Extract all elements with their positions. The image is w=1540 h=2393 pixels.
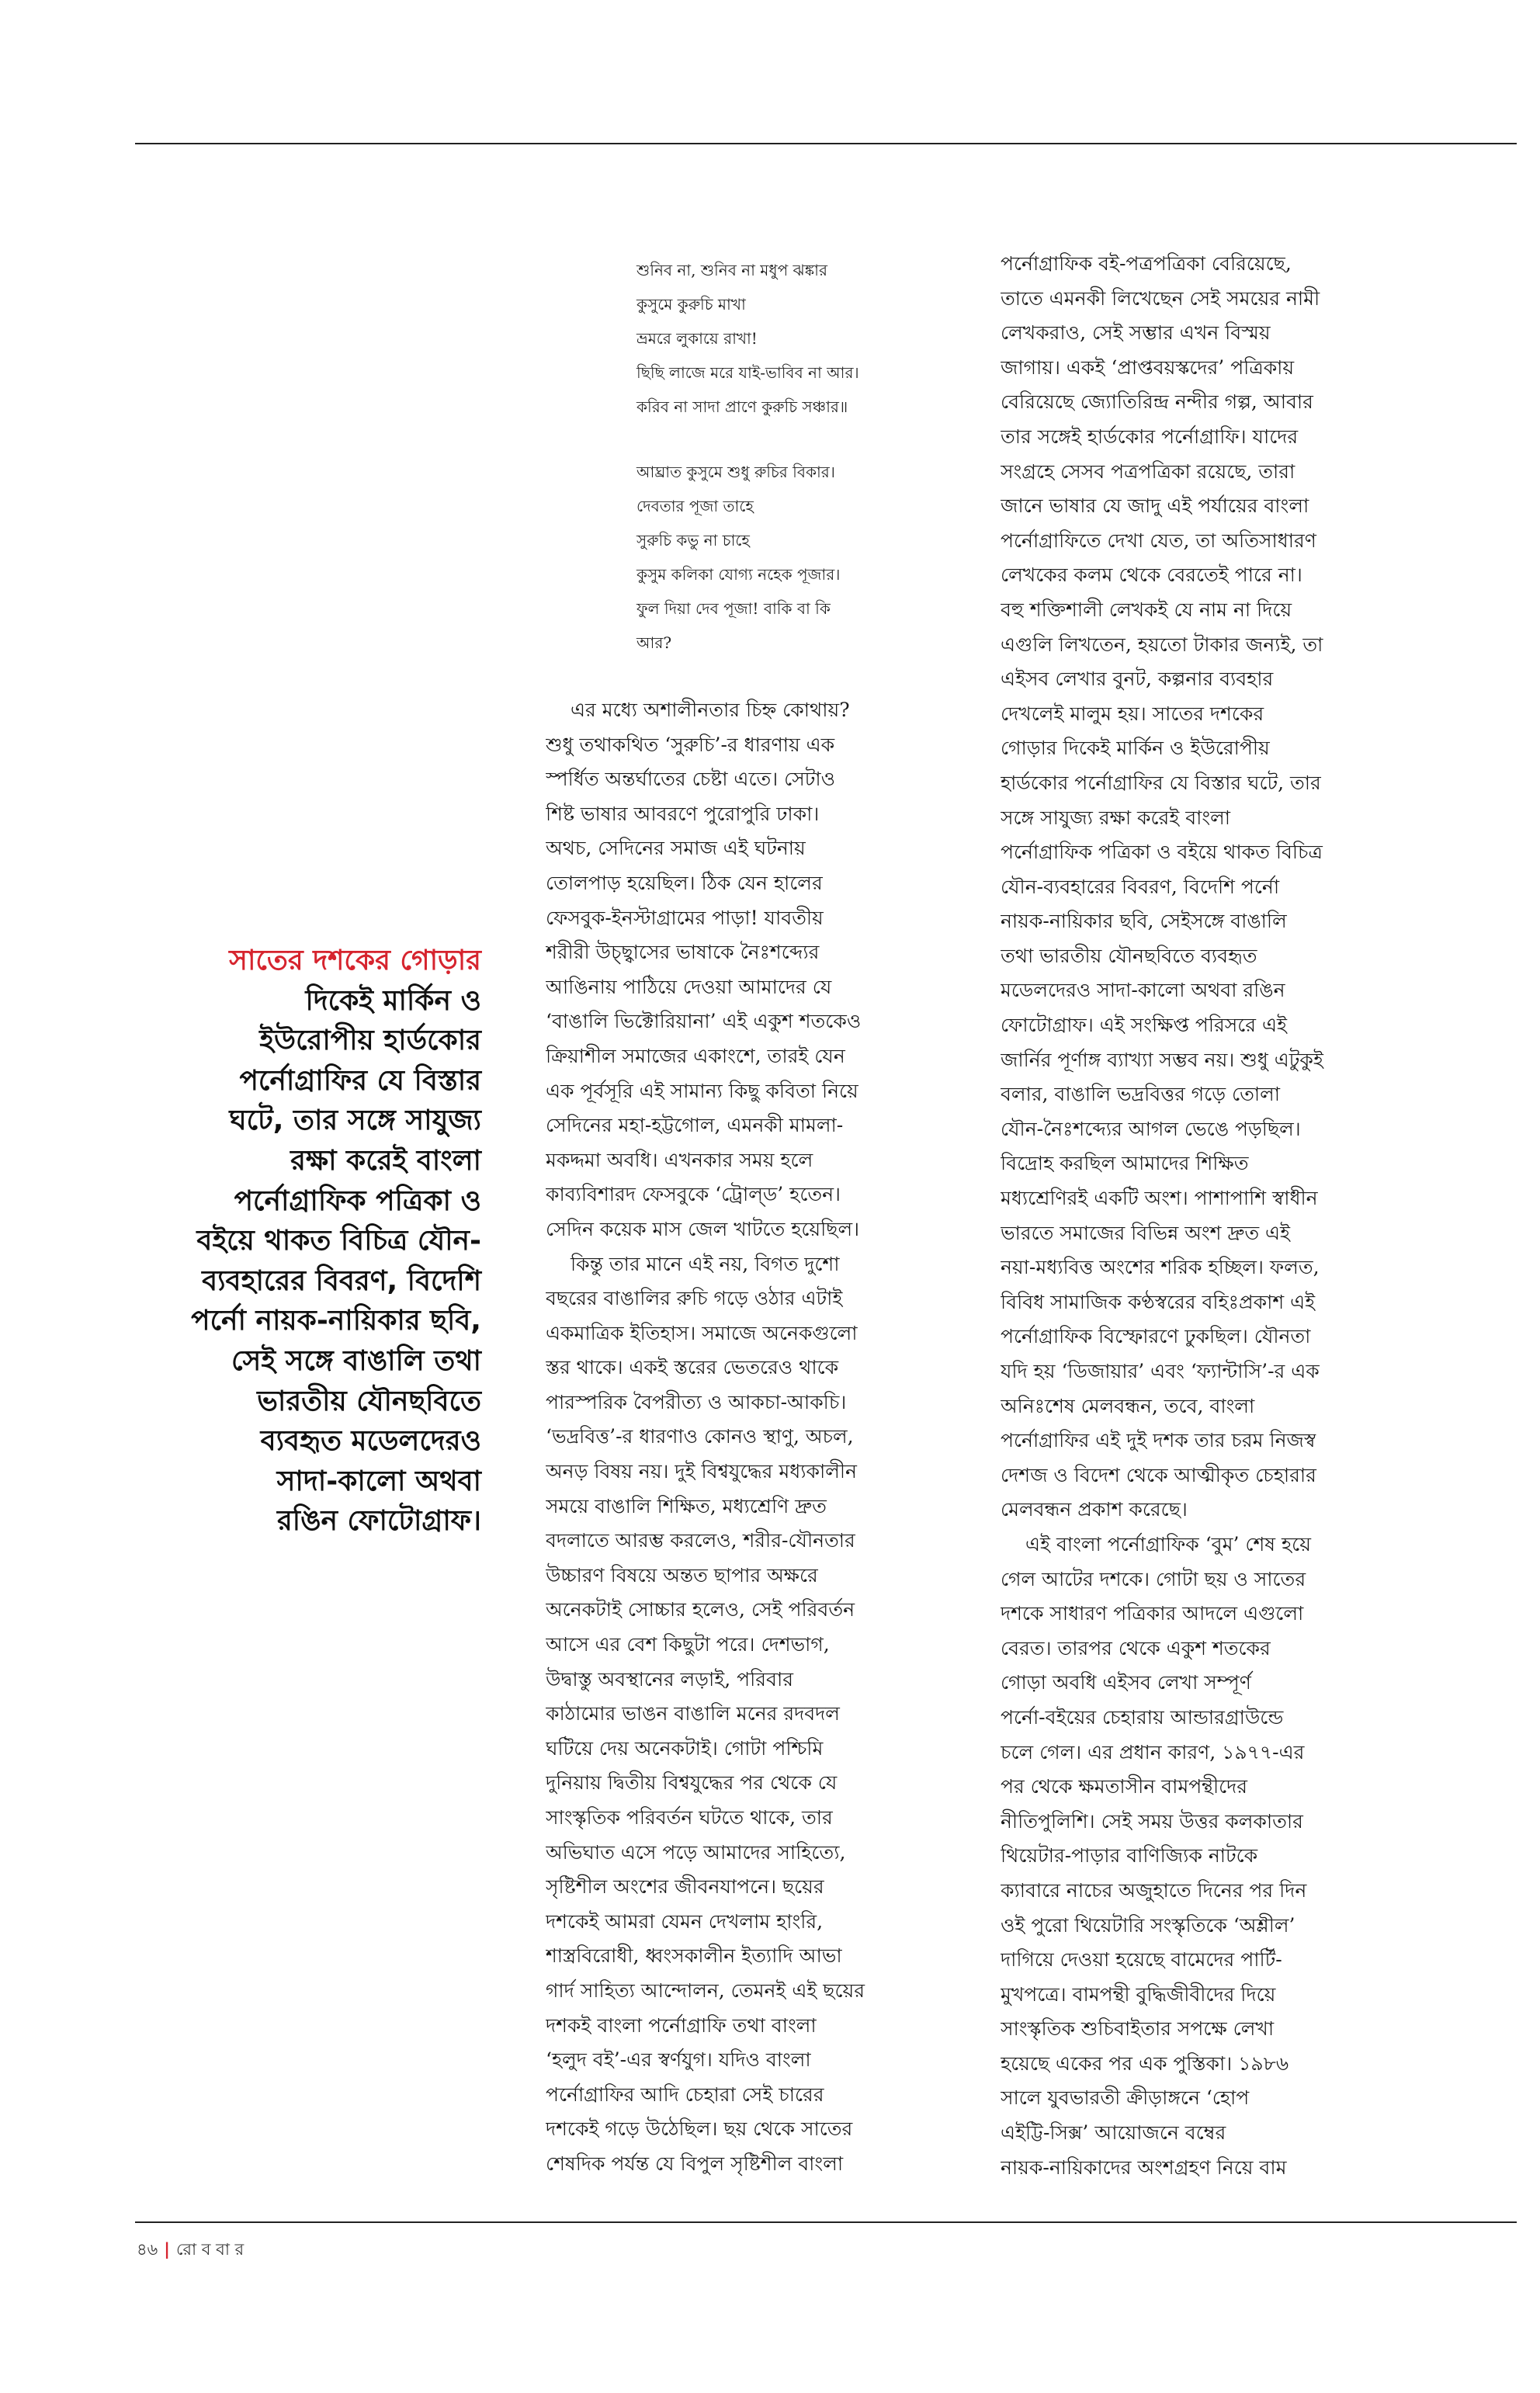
body-line: নয়া-মধ্যবিত্ত অংশের শরিক হচ্ছিল। ফলত,	[1001, 1256, 1320, 1279]
pull-quote-line: সেই সঙ্গে বাঙালি তথা	[231, 1344, 481, 1377]
body-line: এইসব লেখার বুনট, কল্পনার ব্যবহার	[1001, 668, 1274, 691]
body-line: ‘ভদ্রবিত্ত’-র ধারণাও কোনও স্থাণু, অচল,	[546, 1425, 854, 1448]
body-line: ‘বাঙালি ভিক্টোরিয়ানা’ এই একুশ শতকেও	[546, 1010, 862, 1033]
body-line: দশকে সাধারণ পত্রিকার আদলে এগুলো	[1001, 1602, 1304, 1625]
body-line: ফেসবুক-ইনস্টাগ্রামের পাড়া! যাবতীয়	[546, 906, 824, 929]
publication-name: রো ব বা র	[175, 2240, 245, 2259]
poem-line: কুসুমে কুরুচি মাখা	[636, 295, 746, 314]
body-line: পারস্পরিক বৈপরীত্য ও আকচা-আকচি।	[546, 1390, 847, 1413]
poem-block	[636, 253, 978, 691]
body-line: একমাত্রিক ইতিহাস। সমাজে অনেকগুলো	[546, 1321, 858, 1344]
body-line: শাস্ত্রবিরোধী, ধ্বংসকালীন ইত্যাদি আভা	[546, 1944, 842, 1968]
poem-line: ভ্রমরে লুকায়ে রাখা!	[636, 329, 758, 348]
body-line: পর্নো-বইয়ের চেহারায় আন্ডারগ্রাউন্ডে	[1001, 1705, 1284, 1729]
pull-quote-line: রঙিন ফোটোগ্রাফ।	[277, 1505, 481, 1538]
poem-line: সুরুচি কভু না চাহে	[636, 531, 750, 550]
body-line: তথা ভারতীয় যৌনছবিতে ব্যবহৃত	[1001, 944, 1257, 967]
pull-quote-line: পর্নোগ্রাফিক পত্রিকা ও	[234, 1184, 481, 1217]
body-line: শরীরী উচ্ছ্বাসের ভাষাকে নৈঃশব্দ্যের	[546, 941, 820, 964]
body-line: ক্রিয়াশীল সমাজের একাংশে, তারই যেন	[546, 1044, 845, 1067]
body-line: এইট্টি-সিক্স’ আয়োজনে বম্বের	[1001, 2121, 1226, 2145]
top-rule	[135, 143, 1517, 144]
body-line: তাতে এমনকী লিখেছেন সেই সময়ের নামী	[1001, 286, 1320, 310]
body-line: বেরিয়েছে জ্যোতিরিন্দ্র নন্দীর গল্প, আবার	[1001, 390, 1313, 414]
body-line: বহু শক্তিশালী লেখকই যে নাম না দিয়ে	[1001, 598, 1292, 621]
body-line: এক পূর্বসূরি এই সামান্য কিছু কবিতা নিয়ে	[546, 1079, 858, 1102]
body-line: মেলবন্ধন প্রকাশ করেছে।	[1001, 1498, 1188, 1521]
body-line: পর্নোগ্রাফির এই দুই দশক তার চরম নিজস্ব	[1001, 1429, 1316, 1452]
pull-quote-line: পর্নো নায়ক-নায়িকার ছবি,	[191, 1305, 481, 1337]
pull-quote-line: ব্যবহারের বিবরণ, বিদেশি	[202, 1264, 481, 1297]
body-line: গোড়ার দিকেই মার্কিন ও ইউরোপীয়	[1001, 737, 1270, 760]
poem-line: শুনিব না, শুনিব না মধুপ ঝঙ্কার	[636, 261, 827, 279]
poem-line: করিব না সাদা প্রাণে কুরুচি সঞ্চার॥	[636, 397, 848, 416]
poem-stanza	[636, 253, 978, 424]
body-line: বিবিধ সামাজিক কণ্ঠস্বরের বহিঃপ্রকাশ এই	[1001, 1290, 1316, 1313]
body-line: লেখকের কলম থেকে বেরতেই পারে না।	[1001, 564, 1302, 587]
body-line: অনড় বিষয় নয়। দুই বিশ্বযুদ্ধের মধ্যকালীন	[546, 1460, 857, 1483]
body-line: দুনিয়ায় দ্বিতীয় বিশ্বযুদ্ধের পর থেকে যে	[546, 1771, 838, 1795]
page-number: ৪৬	[137, 2240, 158, 2259]
body-line: উচ্চারণ বিষয়ে অন্তত ছাপার অক্ষরে	[546, 1563, 818, 1587]
pull-quote-line: বইয়ে থাকত বিচিত্র যৌন-	[196, 1225, 481, 1257]
body-line: পর্নোগ্রাফির আদি চেহারা সেই চারের	[546, 2083, 824, 2106]
bottom-rule	[135, 2221, 1517, 2223]
pull-quote-line: পর্নোগ্রাফির যে বিস্তার	[239, 1064, 481, 1097]
body-line: এগুলি লিখতেন, হয়তো টাকার জন্যই, তা	[1001, 633, 1323, 656]
body-line: দশকেই আমরা যেমন দেখলাম হাংরি,	[546, 1909, 824, 1933]
page-footer	[137, 2237, 244, 2264]
body-line: সালে যুবভারতী ক্রীড়াঙ্গনে ‘হোপ	[1001, 2086, 1250, 2110]
body-line: শেষদিক পর্যন্ত যে বিপুল সৃষ্টিশীল বাংলা	[546, 2152, 844, 2175]
body-line: সংগ্রহে সেসব পত্রপত্রিকা রয়েছে, তারা	[1001, 460, 1295, 483]
body-line: মকদ্দমা অবধি। এখনকার সময় হলে	[546, 1148, 813, 1171]
body-line: অভিঘাত এসে পড়ে আমাদের সাহিত্যে,	[546, 1840, 846, 1864]
body-line: পর্নোগ্রাফিক পত্রিকা ও বইয়ে থাকত বিচিত্র	[1001, 841, 1323, 864]
poem-stanza	[636, 455, 978, 660]
body-line: দেখলেই মালুম হয়। সাতের দশকের	[1001, 702, 1264, 725]
body-line: সেদিনের মহা-হট্টগোল, এমনকী মামলা-	[546, 1114, 844, 1137]
body-line: সেদিন কয়েক মাস জেল খাটতে হয়েছিল।	[546, 1217, 860, 1240]
body-line: হার্ডকোর পর্নোগ্রাফির যে বিস্তার ঘটে, তার	[1001, 771, 1321, 794]
body-line: ক্যাবারে নাচের অজুহাতে দিনের পর দিন	[1001, 1878, 1307, 1902]
body-line: ভারতে সমাজের বিভিন্ন অংশ দ্রুত এই	[1001, 1221, 1291, 1244]
poem-line: ছিছি লাজে মরে যাই-ভাবিব না আর।	[636, 363, 859, 382]
body-line: তার সঙ্গেই হার্ডকোর পর্নোগ্রাফি। যাদের	[1001, 425, 1299, 448]
body-line: সৃষ্টিশীল অংশের জীবনযাপনে। ছয়ের	[546, 1875, 824, 1899]
pull-quote-line: রক্ষা করেই বাংলা	[290, 1144, 481, 1177]
poem-line: আর?	[636, 633, 672, 652]
body-line: থিয়েটার-পাড়ার বাণিজ্যিক নাটকে	[1001, 1844, 1258, 1868]
body-line: এই বাংলা পর্নোগ্রাফিক ‘বুম’ শেষ হয়ে	[1025, 1532, 1311, 1555]
body-line: নায়ক-নায়িকাদের অংশগ্রহণ নিয়ে বাম	[1001, 2155, 1287, 2179]
pull-quote-line: ঘটে, তার সঙ্গে সাযুজ্য	[229, 1105, 481, 1137]
body-line: বেরত। তারপর থেকে একুশ শতকের	[1001, 1636, 1271, 1659]
poem-line: দেবতার পূজা তাহে	[636, 497, 754, 515]
pull-quote-line: ভারতীয় যৌনছবিতে	[257, 1385, 481, 1417]
pull-quote-line: সাদা-কালো অথবা	[276, 1465, 481, 1497]
body-line: পর্নোগ্রাফিতে দেখা যেত, তা অতিসাধারণ	[1001, 529, 1316, 552]
body-line: লেখকরাও, সেই সম্ভার এখন বিস্ময়	[1001, 321, 1271, 345]
body-line: কিন্তু তার মানে এই নয়, বিগত দুশো	[571, 1252, 840, 1275]
pull-quote-line: ইউরোপীয় হার্ডকোর	[259, 1025, 481, 1057]
pull-quote-line: দিকেই মার্কিন ও	[305, 984, 481, 1017]
body-line: বদলাতে আরম্ভ করলেও, শরীর-যৌনতার	[546, 1529, 855, 1552]
poem-line: কুসুম কলিকা যোগ্য নহেক পূজার।	[636, 565, 841, 584]
pull-quote-line: ব্যবহৃত মডেলদেরও	[260, 1425, 481, 1458]
pull-quote	[155, 941, 481, 1542]
body-line: হয়েছে একের পর এক পুস্তিকা। ১৯৮৬	[1001, 2051, 1289, 2075]
body-line: পর্নোগ্রাফিক বিস্ফোরণে ঢুকছিল। যৌনতা	[1001, 1325, 1311, 1348]
poem-line: আঘ্রাত কুসুমে শুধু রুচির বিকার।	[636, 463, 835, 481]
body-line: নায়ক-নায়িকার ছবি, সেইসঙ্গে বাঙালি	[1001, 910, 1287, 933]
body-line: ‘হলুদ বই’-এর স্বর্ণযুগ। যদিও বাংলা	[546, 2048, 811, 2072]
body-line: অনেকটাই সোচ্চার হলেও, সেই পরিবর্তন	[546, 1598, 855, 1621]
body-line: মধ্যশ্রেণিরই একটি অংশ। পাশাপাশি স্বাধীন	[1001, 1187, 1318, 1210]
poem-line: ফুল দিয়া দেব পূজা! বাকি বা কি	[636, 599, 831, 618]
body-line: দশকেই গড়ে উঠেছিল। ছয় থেকে সাতের	[546, 2117, 853, 2141]
body-line: তোলপাড় হয়েছিল। ঠিক যেন হালের	[546, 871, 823, 894]
body-line: সঙ্গে সাযুজ্য রক্ষা করেই বাংলা	[1001, 806, 1231, 829]
body-line: গার্দ সাহিত্য আন্দোলন, তেমনই এই ছয়ের	[546, 1979, 865, 2002]
body-line: আসে এর বেশ কিছুটা পরে। দেশভাগ,	[546, 1633, 830, 1656]
body-line: এর মধ্যে অশালীনতার চিহ্ন কোথায়?	[571, 699, 850, 721]
body-line: যদি হয় ‘ডিজায়ার’ এবং ‘ফ্যান্টাসি’-র এক	[1001, 1360, 1320, 1382]
body-line: জাগায়। একই ‘প্রাপ্তবয়স্কদের’ পত্রিকায়	[1001, 355, 1295, 379]
body-column-middle	[546, 693, 980, 2182]
body-line: ঘটিয়ে দেয় অনেকটাই। গোটা পশ্চিমি	[546, 1736, 824, 1760]
body-line: উদ্বাস্তু অবস্থানের লড়াই, পরিবার	[546, 1667, 793, 1691]
body-line: কাঠামোর ভাঙন বাঙালি মনের রদবদল	[546, 1702, 840, 1725]
body-line: সময়ে বাঙালি শিক্ষিত, মধ্যশ্রেণি দ্রুত	[546, 1494, 827, 1517]
folio-separator: |	[164, 2240, 170, 2259]
body-line: মুখপত্রে। বামপন্থী বুদ্ধিজীবীদের দিয়ে	[1001, 1982, 1276, 2006]
body-line: আঙিনায় পাঠিয়ে দেওয়া আমাদের যে	[546, 975, 832, 998]
body-line: সাংস্কৃতিক শুচিবাইতার সপক্ষে লেখা	[1001, 2017, 1275, 2041]
body-line: নীতিপুলিশি। সেই সময় উত্তর কলকাতার	[1001, 1809, 1303, 1833]
body-line: বিদ্রোহ করছিল আমাদের শিক্ষিত	[1001, 1152, 1249, 1175]
body-line: অনিঃশেষ মেলবন্ধন, তবে, বাংলা	[1001, 1394, 1255, 1417]
body-line: দশকই বাংলা পর্নোগ্রাফি তথা বাংলা	[546, 2013, 817, 2037]
body-line: সাংস্কৃতিক পরিবর্তন ঘটতে থাকে, তার	[546, 1806, 833, 1829]
body-line: স্তর থাকে। একই স্তরের ভেতরেও থাকে	[546, 1356, 839, 1379]
body-line: ফোটোগ্রাফ। এই সংক্ষিপ্ত পরিসরে এই	[1001, 1014, 1288, 1037]
body-line: যৌন-ব্যবহারের বিবরণ, বিদেশি পর্নো	[1001, 875, 1280, 898]
body-line: শুধু তথাকথিত ‘সুরুচি’-র ধারণায় এক	[546, 733, 835, 756]
body-line: ওই পুরো থিয়েটারি সংস্কৃতিকে ‘অশ্লীল’	[1001, 1913, 1295, 1937]
body-line: যৌন-নৈঃশব্দ্যের আগল ভেঙে পড়ছিল।	[1001, 1117, 1301, 1140]
body-line: পর থেকে ক্ষমতাসীন বামপন্থীদের	[1001, 1775, 1248, 1798]
body-line: দাগিয়ে দেওয়া হয়েছে বামেদের পার্টি-	[1001, 1948, 1282, 1972]
body-line: বলার, বাঙালি ভদ্রবিত্তর গড়ে তোলা	[1001, 1083, 1281, 1106]
body-line: গোড়া অবধি এইসব লেখা সম্পূর্ণ	[1001, 1671, 1251, 1694]
body-line: শিষ্ট ভাষার আবরণে পুরোপুরি ঢাকা।	[546, 802, 820, 825]
body-line: চলে গেল। এর প্রধান কারণ, ১৯৭৭-এর	[1001, 1740, 1305, 1764]
body-line: স্পর্ধিত অন্তর্ঘাতের চেষ্টা এতে। সেটাও	[546, 768, 836, 791]
body-line: জার্নির পূর্ণাঙ্গ ব্যাখ্যা সম্ভব নয়। শুধু এটুকুই	[1001, 1048, 1323, 1071]
pull-quote-lead: সাতের দশকের গোড়ার	[229, 945, 481, 976]
body-line: অথচ, সেদিনের সমাজ এই ঘটনায়	[546, 837, 806, 860]
body-line: জানে ভাষার যে জাদু এই পর্যায়ের বাংলা	[1001, 494, 1309, 518]
body-line: মডেলদেরও সাদা-কালো অথবা রঙিন	[1001, 979, 1285, 1002]
body-line: কাব্যবিশারদ ফেসবুকে ‘ট্রোল্‌ড’ হতেন।	[546, 1183, 841, 1206]
body-line: পর্নোগ্রাফিক বই-পত্রপত্রিকা বেরিয়েছে,	[1001, 252, 1292, 275]
body-line: বছরের বাঙালির রুচি গড়ে ওঠার এটাই	[546, 1287, 843, 1310]
body-column-right	[1001, 247, 1451, 2185]
body-line: দেশজ ও বিদেশ থেকে আত্মীকৃত চেহারার	[1001, 1463, 1316, 1486]
body-line: গেল আটের দশকে। গোটা ছয় ও সাতের	[1001, 1567, 1306, 1590]
